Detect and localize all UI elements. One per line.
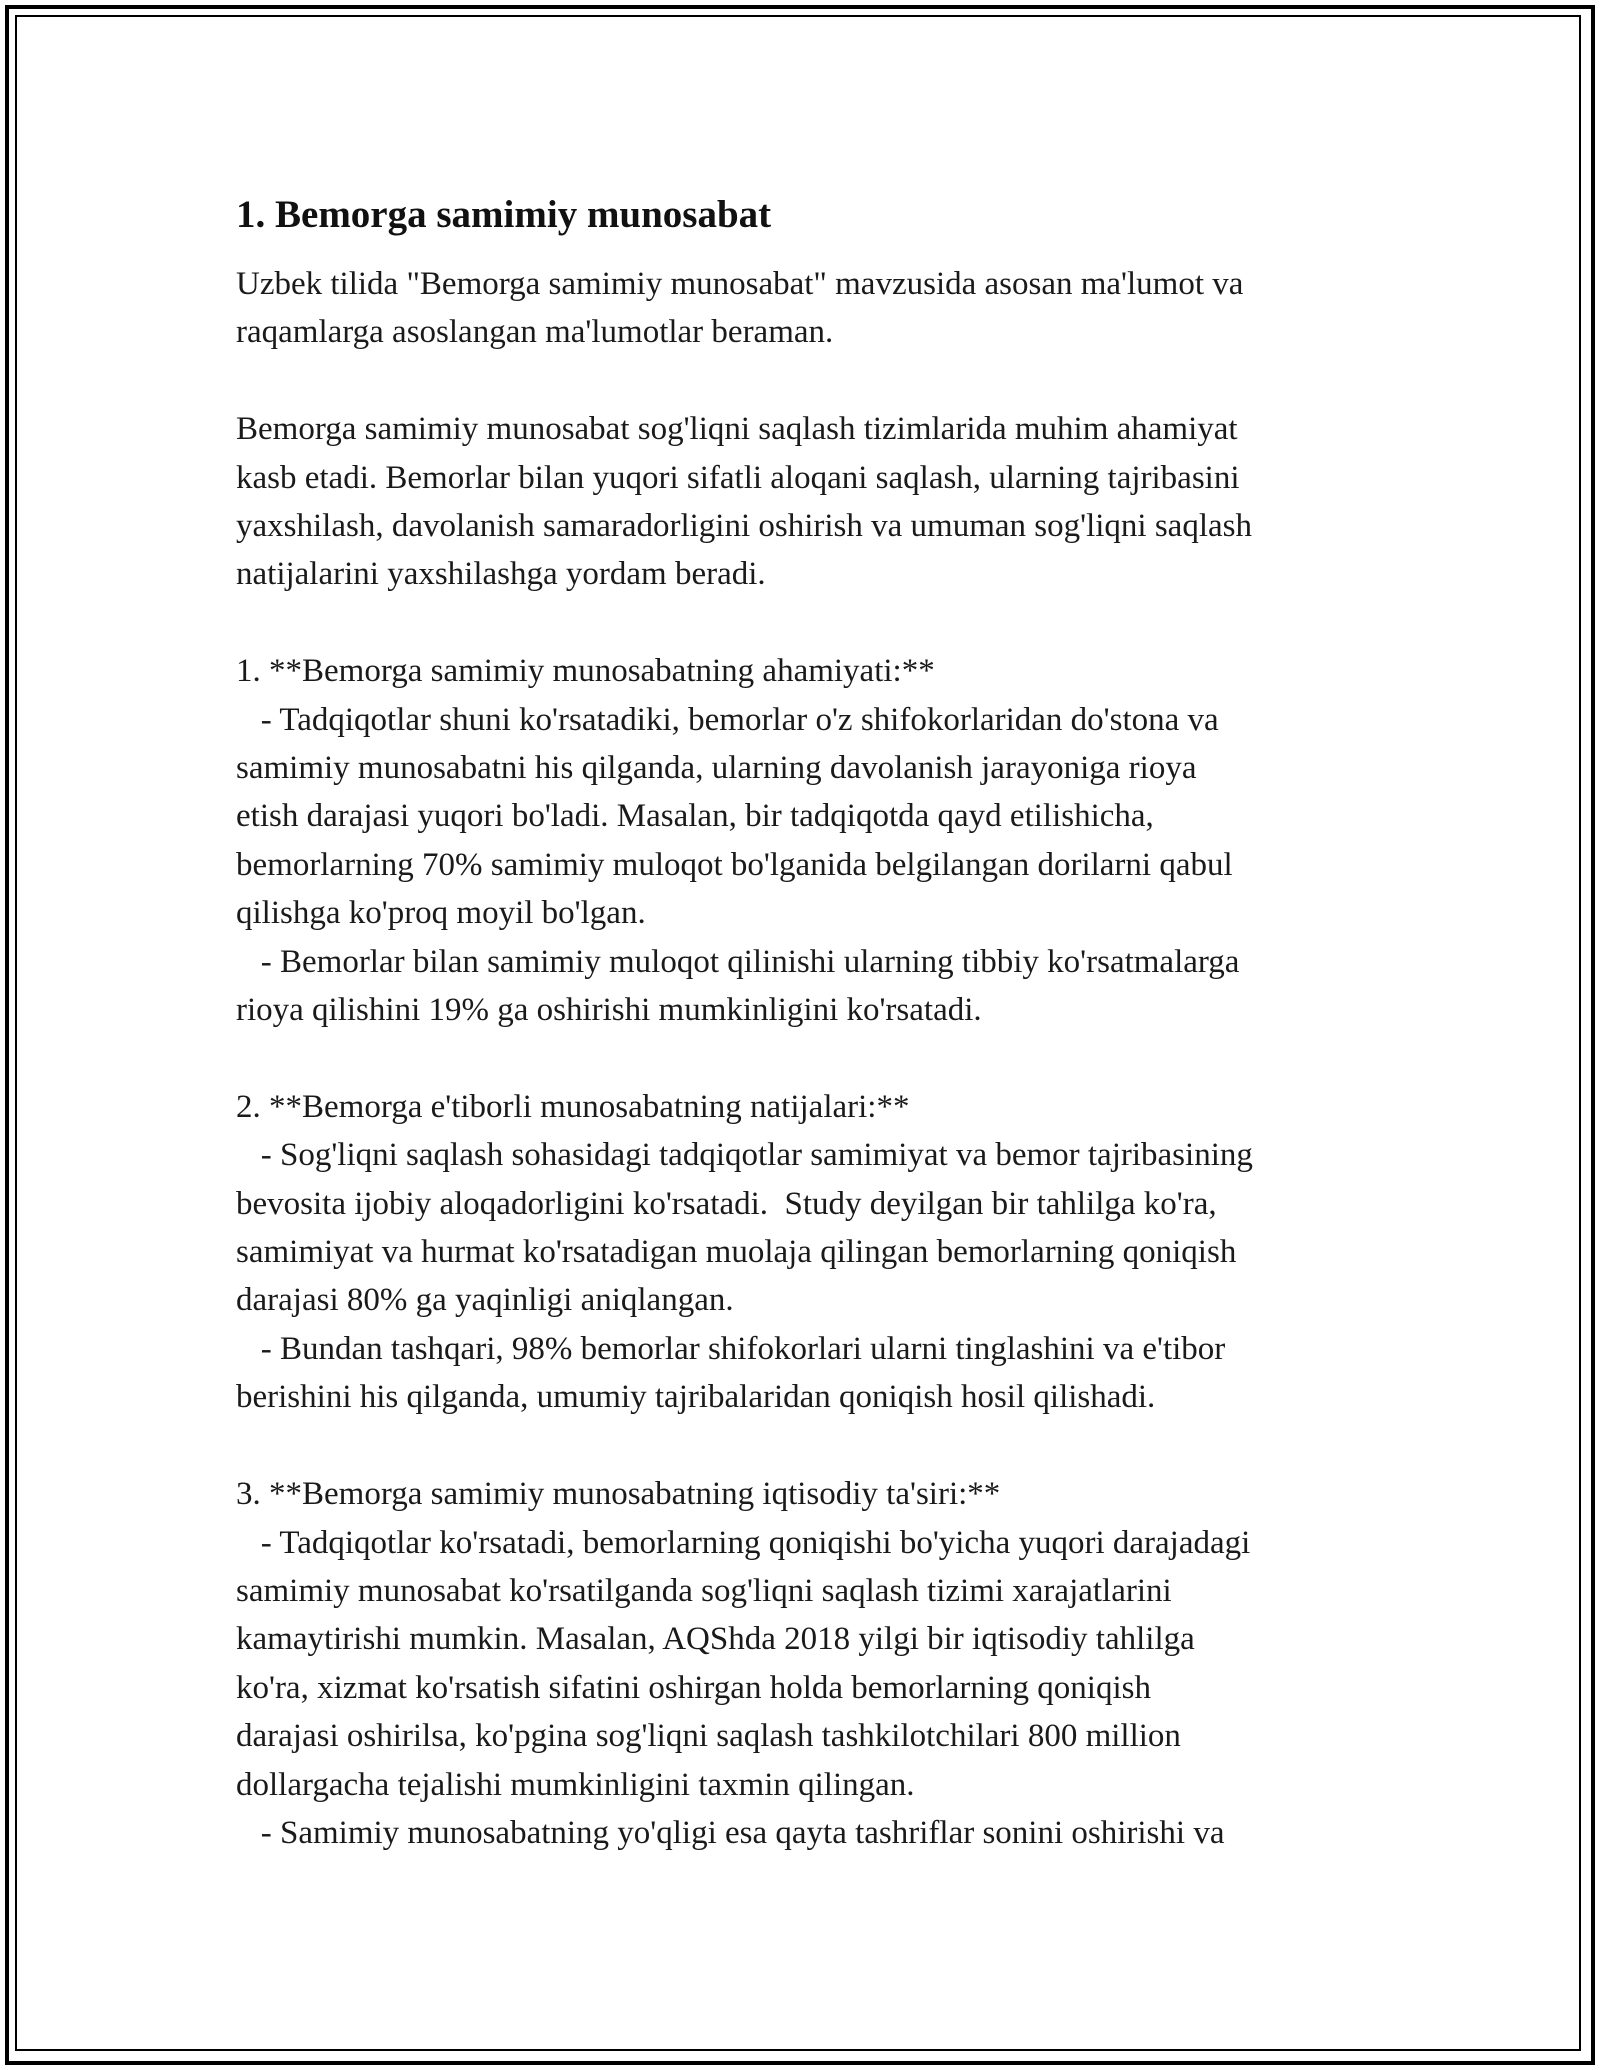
- text-line: darajasi oshirilsa, ko'pgina sog'liqni saqlash tashkilotchilari 800 million: [236, 1718, 1181, 1755]
- text-line: bevosita ijobiy aloqadorligini ko'rsatadi. Study deyilgan bir tahlilga ko'ra,: [236, 1185, 1217, 1222]
- text-line: darajasi 80% ga yaqinligi aniqlangan.: [236, 1282, 734, 1319]
- text-line: etish darajasi yuqori bo'ladi. Masalan, bir tadqiqotda qayd etilishicha,: [236, 798, 1154, 835]
- text-line: 3. **Bemorga samimiy munosabatning iqtisodiy ta'siri:**: [236, 1476, 1001, 1513]
- text-line: Bemorga samimiy munosabat sog'liqni saqlash tizimlarida muhim ahamiyat: [236, 411, 1238, 448]
- text-line: samimiy munosabatni his qilganda, ularning davolanish jarayoniga rioya: [236, 750, 1197, 787]
- text-line: - Tadqiqotlar ko'rsatadi, bemorlarning qoniqishi bo'yicha yuqori darajadagi: [236, 1524, 1251, 1561]
- text-line: [236, 1034, 1396, 1082]
- text-line: - Tadqiqotlar shuni ko'rsatadiki, bemorlar o'z shifokorlaridan do'stona va: [236, 701, 1219, 738]
- document-text: [236, 260, 1396, 1857]
- text-line: 2. **Bemorga e'tiborli munosabatning natijalari:**: [236, 1088, 910, 1125]
- text-line: bemorlarning 70% samimiy muloqot bo'lganida belgilangan dorilarni qabul: [236, 846, 1233, 883]
- text-line: qilishga ko'proq moyil bo'lgan.: [236, 895, 646, 932]
- text-line: samimiy munosabat ko'rsatilganda sog'liqni saqlash tizimi xarajatlarini: [236, 1572, 1172, 1609]
- text-line: yaxshilash, davolanish samaradorligini oshirish va umuman sog'liqni saqlash: [236, 508, 1252, 545]
- text-line: natijalarini yaxshilashga yordam beradi.: [236, 556, 766, 593]
- text-line: [236, 599, 1396, 647]
- text-line: dollargacha tejalishi mumkinligini taxmin qilingan.: [236, 1766, 915, 1803]
- document-title: 1. Bemorga samimiy munosabat: [236, 193, 772, 236]
- text-line: rioya qilishini 19% ga oshirishi mumkinligini ko'rsatadi.: [236, 992, 982, 1029]
- text-line: - Bundan tashqari, 98% bemorlar shifokorlari ularni tinglashini va e'tibor: [236, 1330, 1226, 1367]
- text-line: samimiyat va hurmat ko'rsatadigan muolaja qilingan bemorlarning qoniqish: [236, 1234, 1237, 1271]
- text-line: raqamlarga asoslangan ma'lumotlar beraman.: [236, 314, 834, 351]
- text-line: ko'ra, xizmat ko'rsatish sifatini oshirgan holda bemorlarning qoniqish: [236, 1669, 1151, 1706]
- text-line: [236, 1422, 1396, 1470]
- text-line: - Bemorlar bilan samimiy muloqot qilinishi ularning tibbiy ko'rsatmalarga: [236, 943, 1240, 980]
- text-line: kamaytirishi mumkin. Masalan, AQShda 2018 yilgi bir iqtisodiy tahlilga: [236, 1621, 1195, 1658]
- text-line: berishini his qilganda, umumiy tajribalaridan qoniqish hosil qilishadi.: [236, 1379, 1156, 1416]
- text-line: 1. **Bemorga samimiy munosabatning ahamiyati:**: [236, 653, 935, 690]
- text-line: - Samimiy munosabatning yo'qligi esa qayta tashriflar sonini oshirishi va: [236, 1814, 1225, 1851]
- text-line: [236, 357, 1396, 405]
- document-body: [236, 180, 1396, 1857]
- text-line: kasb etadi. Bemorlar bilan yuqori sifatli aloqani saqlash, ularning tajribasini: [236, 459, 1240, 496]
- text-line: - Sog'liqni saqlash sohasidagi tadqiqotlar samimiyat va bemor tajribasining: [236, 1137, 1253, 1174]
- text-line: Uzbek tilida "Bemorga samimiy munosabat" mavzusida asosan ma'lumot va: [236, 266, 1244, 302]
